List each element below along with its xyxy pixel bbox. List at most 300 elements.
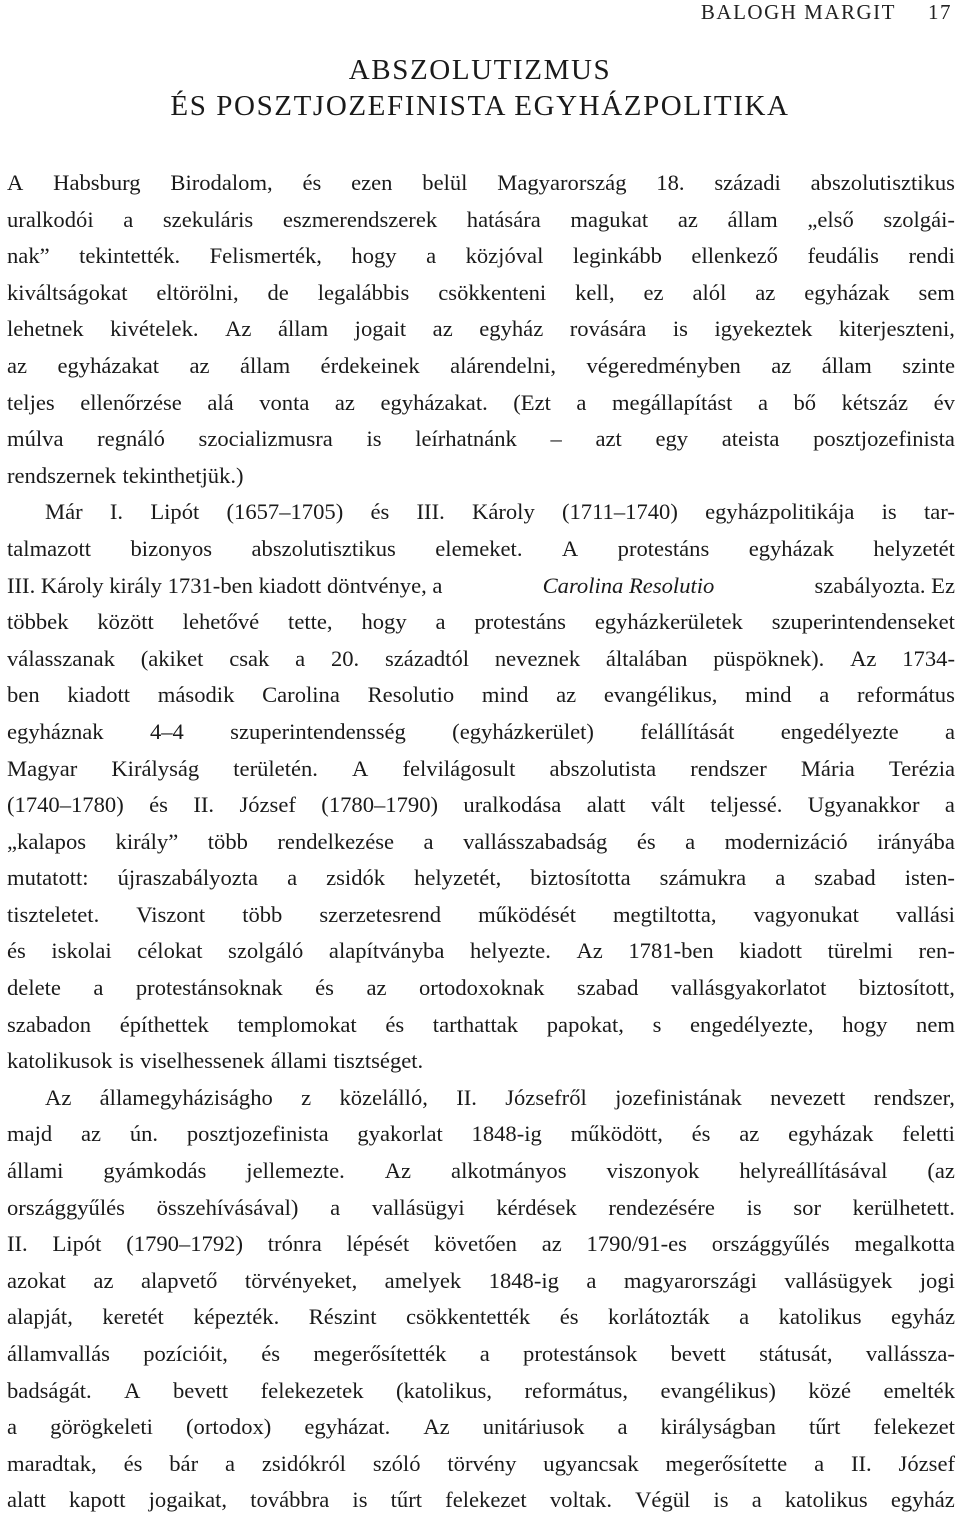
word: rendezésére [608,1194,715,1220]
word: egyházakat. [380,389,488,415]
text-line [7,933,955,970]
word: zsidókról [261,1450,346,1476]
word: tűrt [808,1414,841,1440]
word: Részint [308,1304,377,1330]
word: abszolutista [549,755,657,781]
word: papokat, [546,1011,624,1037]
word: Az [576,938,603,964]
word: állami [7,1158,64,1184]
word: vallásügyek [784,1267,893,1293]
word: (katolikus, [395,1377,492,1403]
word: képezték. [193,1304,280,1330]
word: felekezet [873,1414,955,1440]
word: evangélikus) [660,1377,776,1403]
text-line [7,1482,955,1519]
text-line [7,1263,955,1300]
word: Ugyanakkor [807,792,920,818]
word: Mária [800,755,855,781]
word: rovására [569,316,647,342]
word: egyház [891,1304,955,1330]
word: hogy [842,1011,888,1037]
word: az [7,352,28,378]
word: talmazott [7,535,92,561]
word: azt [595,426,622,452]
word: regnáló [97,426,165,452]
word: kerülhetett. [852,1194,955,1220]
word: tar- [923,499,955,525]
word: református, [524,1377,628,1403]
word: helyzetét [873,535,955,561]
word: több [207,828,248,854]
word: jozefinistának [615,1084,742,1110]
word: kiadott [67,682,131,708]
word: vagyonukat [753,901,859,927]
text-line [7,604,955,641]
word: (1657–1705) [226,499,344,525]
word: (akiket [140,645,204,671]
running-head [701,0,952,26]
word: király” [115,828,179,854]
word: posztjozefinista [813,426,955,452]
word: szabad [814,865,876,891]
body-text [7,165,955,1519]
word: badságát. [7,1377,92,1403]
text-line [7,641,955,678]
word: tarthattak [432,1011,519,1037]
word: a [7,1414,18,1440]
text-segment: szabályozta. Ez [814,572,955,598]
word: felekezetek [260,1377,364,1403]
word: elemeket. [435,535,523,561]
word: 4–4 [149,718,184,744]
word: református [857,682,955,708]
word: Királyság [111,755,200,781]
word: vallásszabadság [463,828,608,854]
word: sor [793,1194,821,1220]
word: a [739,1304,750,1330]
word: teljes [7,389,55,415]
word: és [7,938,26,964]
word: és [149,792,168,818]
word: vallási [895,901,955,927]
word: Lipót [150,499,200,525]
word: bevett [670,1341,726,1366]
word: állam [821,352,872,378]
word: országgyűlés [711,1231,830,1257]
word: vonta [259,389,310,415]
word: csak [229,645,270,671]
word: (1780–1790) [321,792,439,818]
word: Magyarország [497,170,627,195]
word: a [757,389,768,415]
word: nevezett [770,1084,846,1110]
word: országgyűlés [7,1194,125,1220]
word: helyreállításával [739,1158,888,1184]
word: és [559,1304,579,1330]
word: építhettek [119,1011,209,1037]
word: feudális [807,243,879,269]
word: és [691,1121,711,1147]
word: államvallás [7,1341,110,1366]
word: a [479,1341,490,1366]
word: hogy [351,243,397,269]
word: is [352,1487,368,1513]
text-line [7,531,955,568]
word: második [157,682,235,708]
word: az [189,352,210,378]
text-line [7,1336,955,1373]
word: (ortodox) [186,1414,272,1440]
word: igyekeztek [714,316,813,342]
word: a [617,1414,628,1440]
word: jogait [354,316,407,342]
word: válasszanak [7,645,115,671]
word: újraszabályozta [117,865,259,891]
text-line [7,1190,955,1227]
word: (1740–1780) [7,792,124,818]
word: ezen [351,170,393,195]
word: (Ezt [513,389,551,415]
word: gyámkodás [103,1158,207,1184]
word: az [677,206,698,232]
word: korlátozták [608,1304,710,1330]
word: azokat [7,1267,66,1293]
word: Az [423,1414,450,1440]
word: A [561,535,579,561]
word: rendi [908,243,955,269]
word: is [118,1048,134,1074]
word: posztjozefinista [186,1121,329,1147]
word: Az [850,645,877,671]
word: egyház [890,1487,955,1513]
word: kivételek. [110,316,199,342]
word: helyzetét, [414,865,502,891]
running-head-author: BALOGH MARGIT [700,0,896,24]
word: állam [277,316,329,342]
chapter-title-line-1: ABSZOLUTIZMUS [348,54,612,86]
word: számukra [659,865,747,891]
word: kiadott [739,938,803,964]
word: lehetnek [7,316,84,342]
word: az [366,975,387,1001]
word: Már [45,499,83,525]
italic-title: Carolina Resolutio [542,572,715,598]
word: a [295,645,306,671]
word: állam [727,206,778,232]
word: egyháznak [7,718,104,744]
word: a [586,1267,597,1293]
word: csökkenteni [438,279,547,305]
text-line [7,824,955,861]
word: 1790/91-es [586,1231,687,1257]
word: megalkotta [854,1231,955,1257]
word: csökkentették [406,1304,531,1330]
word: a [576,389,587,415]
word: A [352,755,369,781]
word: év [933,389,955,415]
word: az [739,1121,760,1147]
word: több [242,901,283,927]
word: abszolutisztikus [251,535,396,561]
word: ren- [918,938,955,964]
word: az [755,279,776,305]
word: szabad [576,975,639,1001]
text-line [7,751,955,788]
word: ún. [129,1121,159,1147]
word: II. [7,1231,28,1257]
word: végeredményben [586,352,741,378]
word: helyezte. [469,938,551,964]
word: egyházkerületek [594,609,743,635]
word: teljessé. [710,792,783,818]
word: nak” [7,243,50,269]
word: maradtak, [7,1450,97,1476]
word: de [267,279,289,305]
word: jellemezte. [246,1158,345,1184]
word: püspöknek). [713,645,825,671]
word: is [672,316,688,342]
word: ortodoxoknak [418,975,545,1001]
word: ellenőrzése [80,389,182,415]
word: protestáns [474,609,566,635]
text-line [7,385,955,422]
word: protestáns [617,535,710,561]
text-line [7,1080,955,1117]
word: vallásgyakorlatot [670,975,827,1001]
word: Az [225,316,252,342]
word: hogy [361,609,407,635]
word: A [124,1377,141,1403]
word: és [385,1011,405,1037]
word: József [898,1450,955,1476]
word: a [685,828,696,854]
word: általában [605,645,688,671]
word: modernizáció [724,828,848,854]
word: s [652,1011,662,1037]
word: delete [7,975,61,1001]
word: és [370,499,390,525]
word: Az [384,1158,412,1184]
word: II. [850,1450,872,1476]
word: 1848-ig [488,1267,559,1293]
word: legalábbis [317,279,410,305]
word: egyházak [804,279,890,305]
word: szerzetesrend [319,901,442,927]
word: alapvető [140,1267,218,1293]
word: a [423,828,434,854]
word: uralkodása [463,792,562,818]
word: továbbra [250,1487,330,1513]
word: törvényeket, [244,1267,358,1293]
word: az [334,389,355,415]
word: abszolutisztikus [810,170,955,195]
text-line [7,1409,955,1446]
text-line [7,787,955,824]
word: szolgáló [228,938,304,964]
word: célokat [137,938,203,964]
word: kiváltságokat [7,279,128,305]
word: türelmi [827,938,893,964]
word: Lipót [52,1231,102,1257]
word: is [881,499,897,525]
word: kérdések [496,1194,577,1220]
word: z [301,1084,312,1110]
word: alapítványba [328,938,445,964]
word: az [556,682,577,708]
text-line [7,202,955,239]
word: hatására [466,206,541,232]
word: a [287,865,298,891]
word: Viszont [136,901,206,927]
word: 18. [656,170,685,195]
word: egyházak [788,1121,874,1147]
word: működött, [570,1121,663,1147]
word: Habsburg [53,170,141,195]
word: (egyházkerület) [452,718,594,744]
word: tűrt [390,1487,423,1513]
word: érdekeinek [320,352,420,378]
word: Józsefről [505,1084,587,1110]
word: bár [169,1450,199,1476]
text-line [7,970,955,1007]
word: az [771,352,792,378]
word: emelték [883,1377,955,1403]
word: sem [918,279,955,305]
word: irányába [877,828,955,854]
word: iskolai [51,938,112,964]
word: Károly [472,499,535,525]
word: ugyancsak [543,1450,639,1476]
word: szuperintendensség [230,718,406,744]
text-segment: III. Károly király 1731-ben kiadott döntvénye, a [7,572,443,598]
word: a [123,206,134,232]
word: jogi [919,1267,955,1293]
text-line [7,348,955,385]
word: Felismerték, [209,243,322,269]
word: rendelkezése [277,828,395,854]
word: alárendelni, [450,352,557,378]
word: II. [193,792,215,818]
word: és [261,1341,281,1366]
word: evangélikus, [603,682,718,708]
word: között [97,609,154,635]
word: a [224,1450,235,1476]
word: vált [650,792,685,818]
word: feletti [902,1121,955,1147]
text-line [7,238,955,275]
word: A [7,170,24,195]
word: szuperintendenseket [771,609,955,635]
word: és [123,1450,143,1476]
word: vallásügyi [371,1194,465,1220]
word: kapott [69,1487,126,1513]
text-line [7,1007,955,1044]
word: az [93,1267,114,1293]
word: (1711–1740) [561,499,678,525]
text-line [7,1373,955,1410]
word: rendszer [690,755,767,781]
text-line [7,494,955,531]
word: isten- [904,865,955,891]
word: lehetővé [182,609,260,635]
word: görögkeleti [50,1414,153,1440]
word: biztosított, [858,975,955,1001]
word: megerősítették [313,1341,447,1366]
word: Végül [635,1487,691,1513]
word: uralkodói [7,206,94,232]
word: szinte [902,352,955,378]
word: Carolina [262,682,340,708]
word: a [330,1194,341,1220]
word: megállapítást [611,389,733,415]
text-line [7,275,955,312]
word: „első [807,206,854,232]
word: kiterjeszteni, [838,316,955,342]
word: az [432,316,453,342]
word: ellenkező [691,243,778,269]
word: egyház [479,316,544,342]
word: belül [422,170,468,195]
word: is [746,1194,762,1220]
word: a [775,865,786,891]
word: megerősítette [665,1450,788,1476]
word: eltörölni, [156,279,239,305]
chapter-title-line-2: ÉS POSZTJOZEFINISTA EGYHÁZPOLITIKA [170,90,790,122]
word: unitáriusok [482,1414,585,1440]
word: az [541,1231,562,1257]
word: mind [481,682,529,708]
word: ateista [721,426,780,452]
word: alapját, [7,1304,73,1330]
word: szóló [372,1450,421,1476]
word: rendszernek [7,462,117,488]
word: bevett [172,1377,229,1403]
word: engedélyezte [780,718,899,744]
word: alá [207,389,234,415]
text-line [7,421,955,458]
word: és [302,170,322,195]
word: törvény [447,1450,517,1476]
word: I. [109,499,124,525]
word: alól [692,279,727,305]
word: keretét [102,1304,164,1330]
word: egyházakat [57,352,160,378]
word: viselhessenek [140,1048,265,1074]
word: ez [643,279,664,305]
word: tisztséget. [333,1048,424,1074]
word: egyházpolitikája [705,499,855,525]
word: a [751,1487,762,1513]
word: kétszáz [841,389,909,415]
word: biztosította [530,865,631,891]
word: felvilágosult [402,755,516,781]
word: mind [745,682,792,708]
text-line [7,1226,955,1263]
word: szolgái- [883,206,955,232]
word: tiszteletet. [7,901,100,927]
word: majd [7,1121,53,1147]
word: rendszer, [873,1084,955,1110]
word: ben [7,682,40,708]
word: az [80,1121,102,1147]
word: állam [239,352,291,378]
word: viszonyok [606,1158,700,1184]
text-line [7,311,955,348]
word: közelálló, [339,1084,428,1110]
word: József [239,792,296,818]
word: leginkább [572,243,662,269]
word: Resolutio [367,682,455,708]
